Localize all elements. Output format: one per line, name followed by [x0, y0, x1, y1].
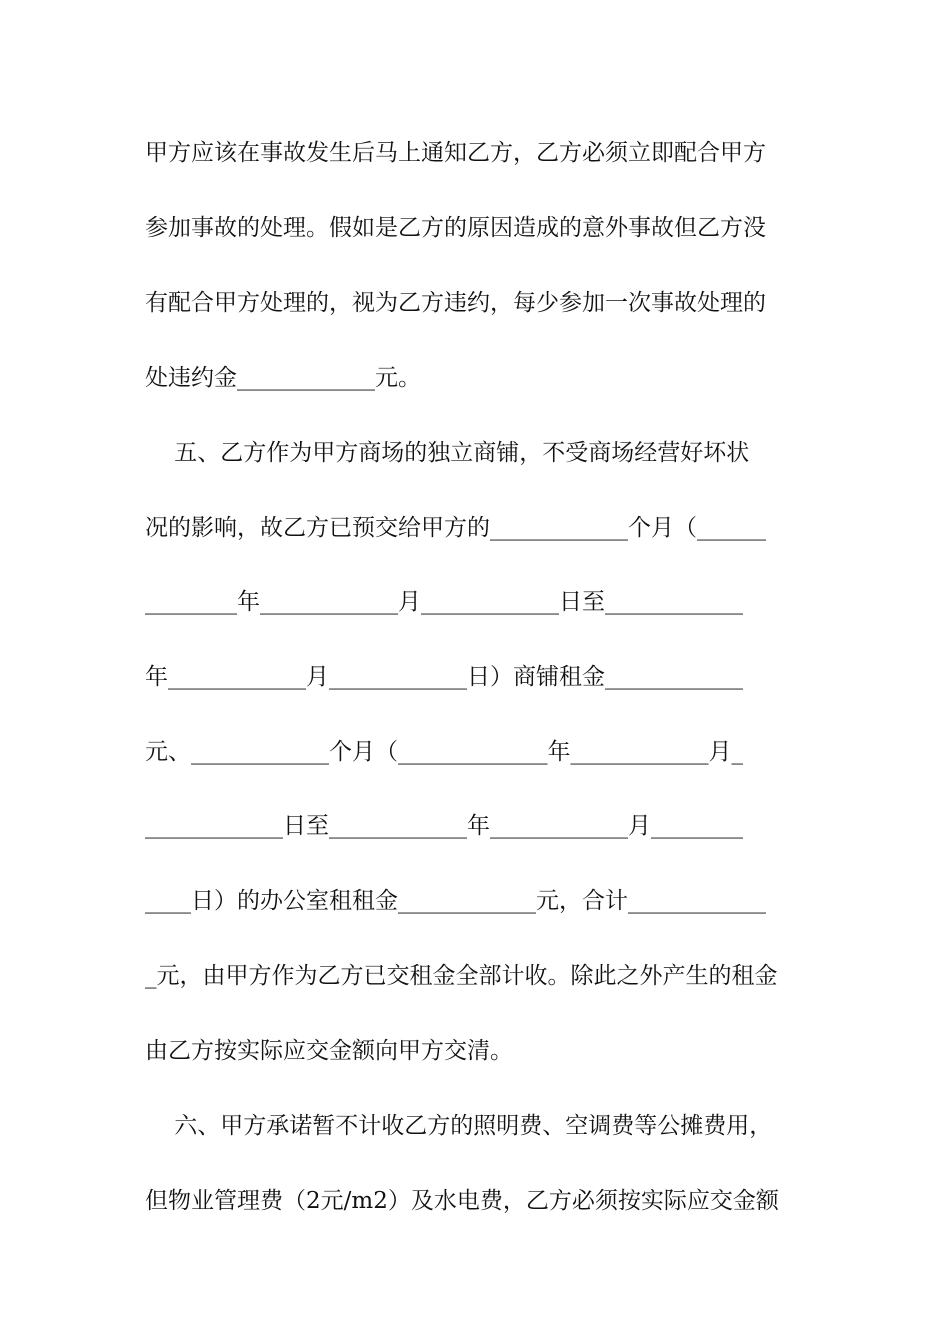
paragraph-6-start: 六、甲方承诺暂不计收乙方的照明费、空调费等公摊费用，: [145, 1113, 773, 1139]
text-line: 有配合甲方处理的，视为乙方违约，每少参加一次事故处理的: [145, 290, 766, 316]
text-line: 但物业管理费（2元/m2）及水电费，乙方必须按实际应交金额: [145, 1188, 779, 1214]
text-line: 参加事故的处理。假如是乙方的原因造成的意外事故但乙方没: [145, 215, 766, 241]
text-line: 甲方应该在事故发生后马上通知乙方，乙方必须立即配合甲方: [145, 140, 766, 166]
text-line: 元、____________个月（_____________年____________月_: [145, 739, 743, 765]
text-line: 年____________月____________日）商铺租金____________: [145, 664, 743, 690]
text-line: 处违约金____________元。: [145, 365, 421, 391]
text-line: _元，由甲方作为乙方已交租金全部计收。除此之外产生的租金: [145, 963, 778, 989]
text-line: ________年____________月____________日至____________: [145, 589, 743, 615]
text-line: 由乙方按实际应交金额向甲方交清。: [145, 1038, 513, 1064]
text-line: ____________日至____________年____________月________: [145, 813, 743, 839]
text-line: 况的影响，故乙方已预交给甲方的____________个月（______: [145, 515, 766, 541]
paragraph-5-start: 五、乙方作为甲方商场的独立商铺，不受商场经营好坏状: [145, 440, 750, 466]
text-line: ____日）的办公室租租金____________元，合计____________: [145, 888, 766, 914]
